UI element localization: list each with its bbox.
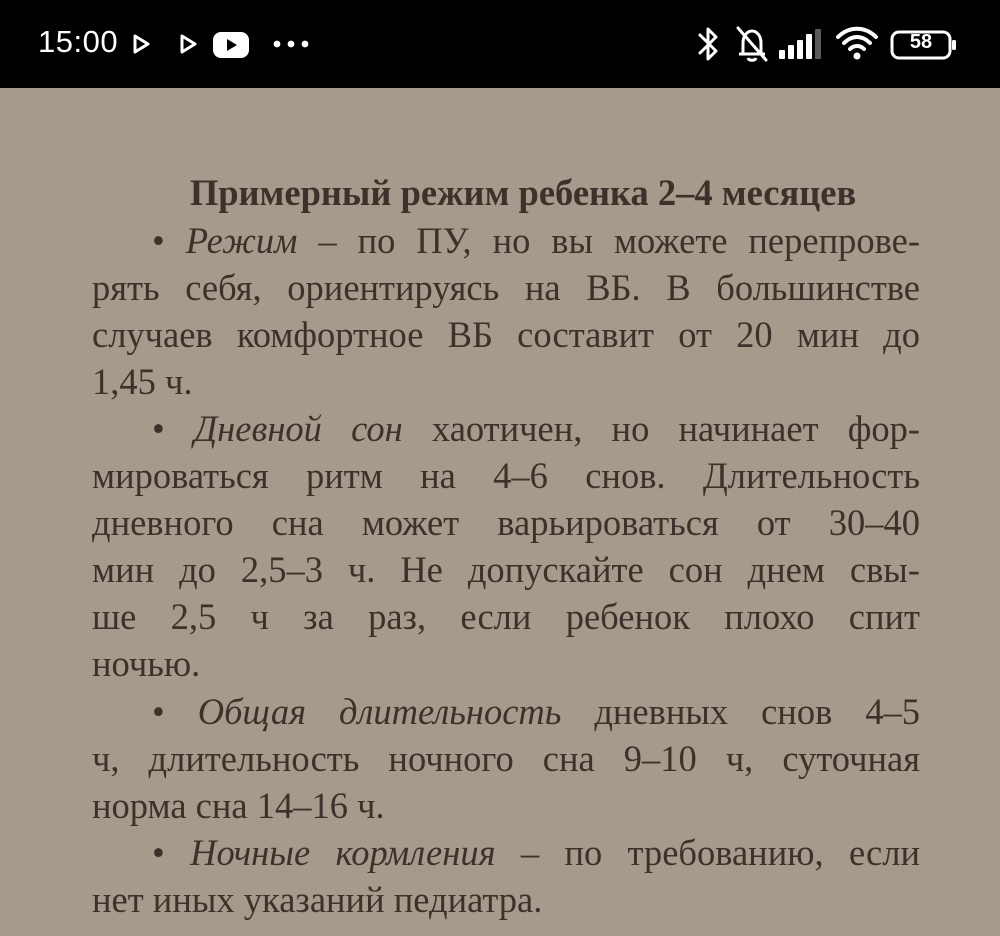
paragraph-line: нет иных указаний педиатра. bbox=[92, 879, 543, 920]
paragraph-line bbox=[152, 831, 920, 875]
status-time: 15:00 bbox=[38, 24, 119, 59]
paragraph-line: дневного сна может варьироваться от 30–40 bbox=[92, 502, 920, 543]
more-dots-icon bbox=[272, 38, 310, 50]
paragraph-line bbox=[152, 219, 920, 263]
term-italic: Ночные кормления bbox=[190, 832, 496, 873]
wifi-icon bbox=[834, 25, 880, 61]
paragraph-line: случаев комфортное ВБ составит от 20 мин до bbox=[92, 314, 920, 355]
line-text: – по требованию, если bbox=[495, 832, 920, 873]
paragraph-line: ч, длительность ночного сна 9–10 ч, суточная bbox=[92, 738, 920, 779]
book-reader-page[interactable] bbox=[0, 88, 1000, 936]
term-italic: Общая длительность bbox=[197, 691, 562, 732]
section-heading: Примерный режим ребенка 2–4 месяцев bbox=[189, 172, 857, 213]
play-outline-icon bbox=[130, 33, 152, 55]
term-italic: Дневной сон bbox=[193, 408, 403, 449]
paragraph-line: мин до 2,5–3 ч. Не допускайте сон днем свы- bbox=[92, 549, 920, 590]
bullet: • bbox=[152, 691, 165, 732]
paragraph-line: ночью. bbox=[92, 643, 201, 684]
status-bar bbox=[0, 0, 1000, 88]
signal-bars-icon bbox=[778, 28, 824, 60]
battery-level: 58 bbox=[909, 31, 933, 53]
bullet: • bbox=[152, 408, 165, 449]
paragraph-line bbox=[152, 407, 920, 451]
bluetooth-icon bbox=[696, 24, 722, 64]
line-text: дневных снов 4–5 bbox=[561, 691, 920, 732]
paragraph-line: норма сна 14–16 ч. bbox=[92, 785, 385, 826]
paragraph-line: мироваться ритм на 4–6 снов. Длительность bbox=[92, 455, 920, 496]
paragraph-line: ше 2,5 ч за раз, если ребенок плохо спит bbox=[92, 596, 920, 637]
bullet: • bbox=[152, 832, 165, 873]
paragraph-line bbox=[152, 690, 920, 734]
line-text: – по ПУ, но вы можете перепрове- bbox=[297, 220, 920, 261]
paragraph-line: рять себя, ориентируясь на ВБ. В большинстве bbox=[92, 267, 920, 308]
line-text: хаотичен, но начинает фор- bbox=[402, 408, 921, 449]
play-outline-icon bbox=[177, 33, 199, 55]
paragraph-line: 1,45 ч. bbox=[92, 361, 193, 402]
bullet: • bbox=[152, 220, 165, 261]
term-italic: Режим bbox=[185, 220, 298, 261]
bell-off-icon bbox=[734, 24, 770, 64]
youtube-icon bbox=[212, 31, 250, 59]
